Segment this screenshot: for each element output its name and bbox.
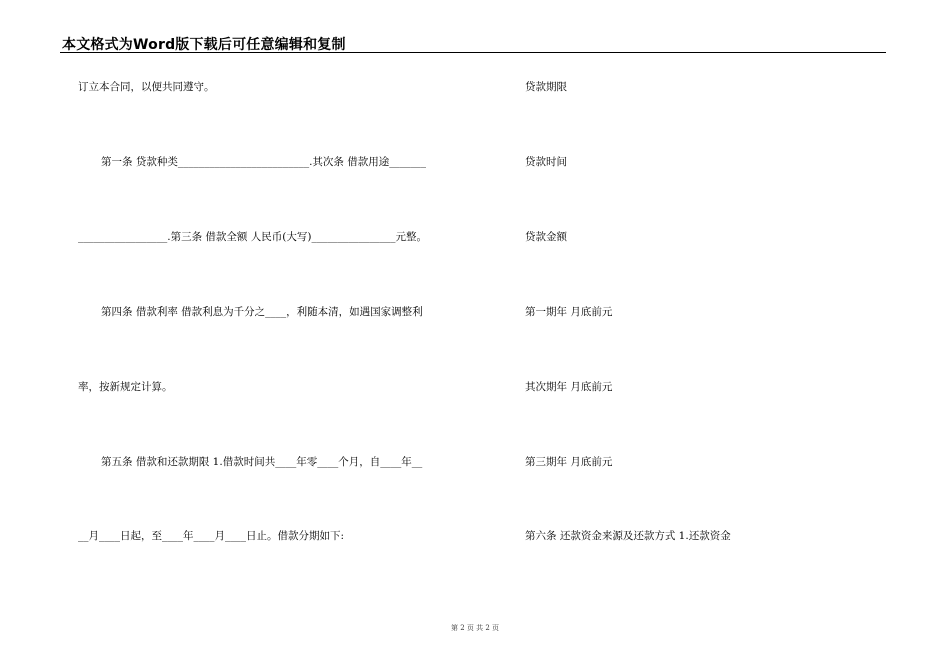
left-line-1: 订立本合同，以便共同遵守。 bbox=[78, 81, 215, 93]
left-line-7: __月____日起，至____年____月____日止。借款分期如下: bbox=[78, 530, 345, 542]
left-line-5: 率，按新规定计算。 bbox=[78, 381, 173, 393]
left-line-4: 第四条 借款利率 借款利息为千分之____，利随本清，如遇国家调整利 bbox=[101, 306, 423, 318]
left-line-6: 第五条 借款和还款期限 1.借款时间共____年零____个月，自____年__ bbox=[101, 456, 423, 468]
right-line-4: 第一期年 月底前元 bbox=[525, 306, 613, 318]
right-line-3: 贷款金额 bbox=[525, 231, 567, 243]
page-header-title: 本文格式为Word版下载后可任意编辑和复制 bbox=[62, 37, 346, 53]
right-line-6: 第三期年 月底前元 bbox=[525, 456, 613, 468]
right-line-1: 贷款期限 bbox=[525, 81, 567, 93]
header-divider bbox=[60, 52, 886, 53]
right-line-5: 其次期年 月底前元 bbox=[525, 381, 613, 393]
page-number-footer: 第 2 页 共 2 页 bbox=[450, 624, 500, 632]
left-line-3: _________________.第三条 借款全额 人民币(大写)________________元整。 bbox=[78, 231, 427, 243]
left-line-2: 第一条 贷款种类_________________________.其次条 借款用途_______ bbox=[101, 156, 427, 168]
right-line-7: 第六条 还款资金来源及还款方式 1.还款资金 bbox=[525, 530, 731, 542]
right-line-2: 贷款时间 bbox=[525, 156, 567, 168]
